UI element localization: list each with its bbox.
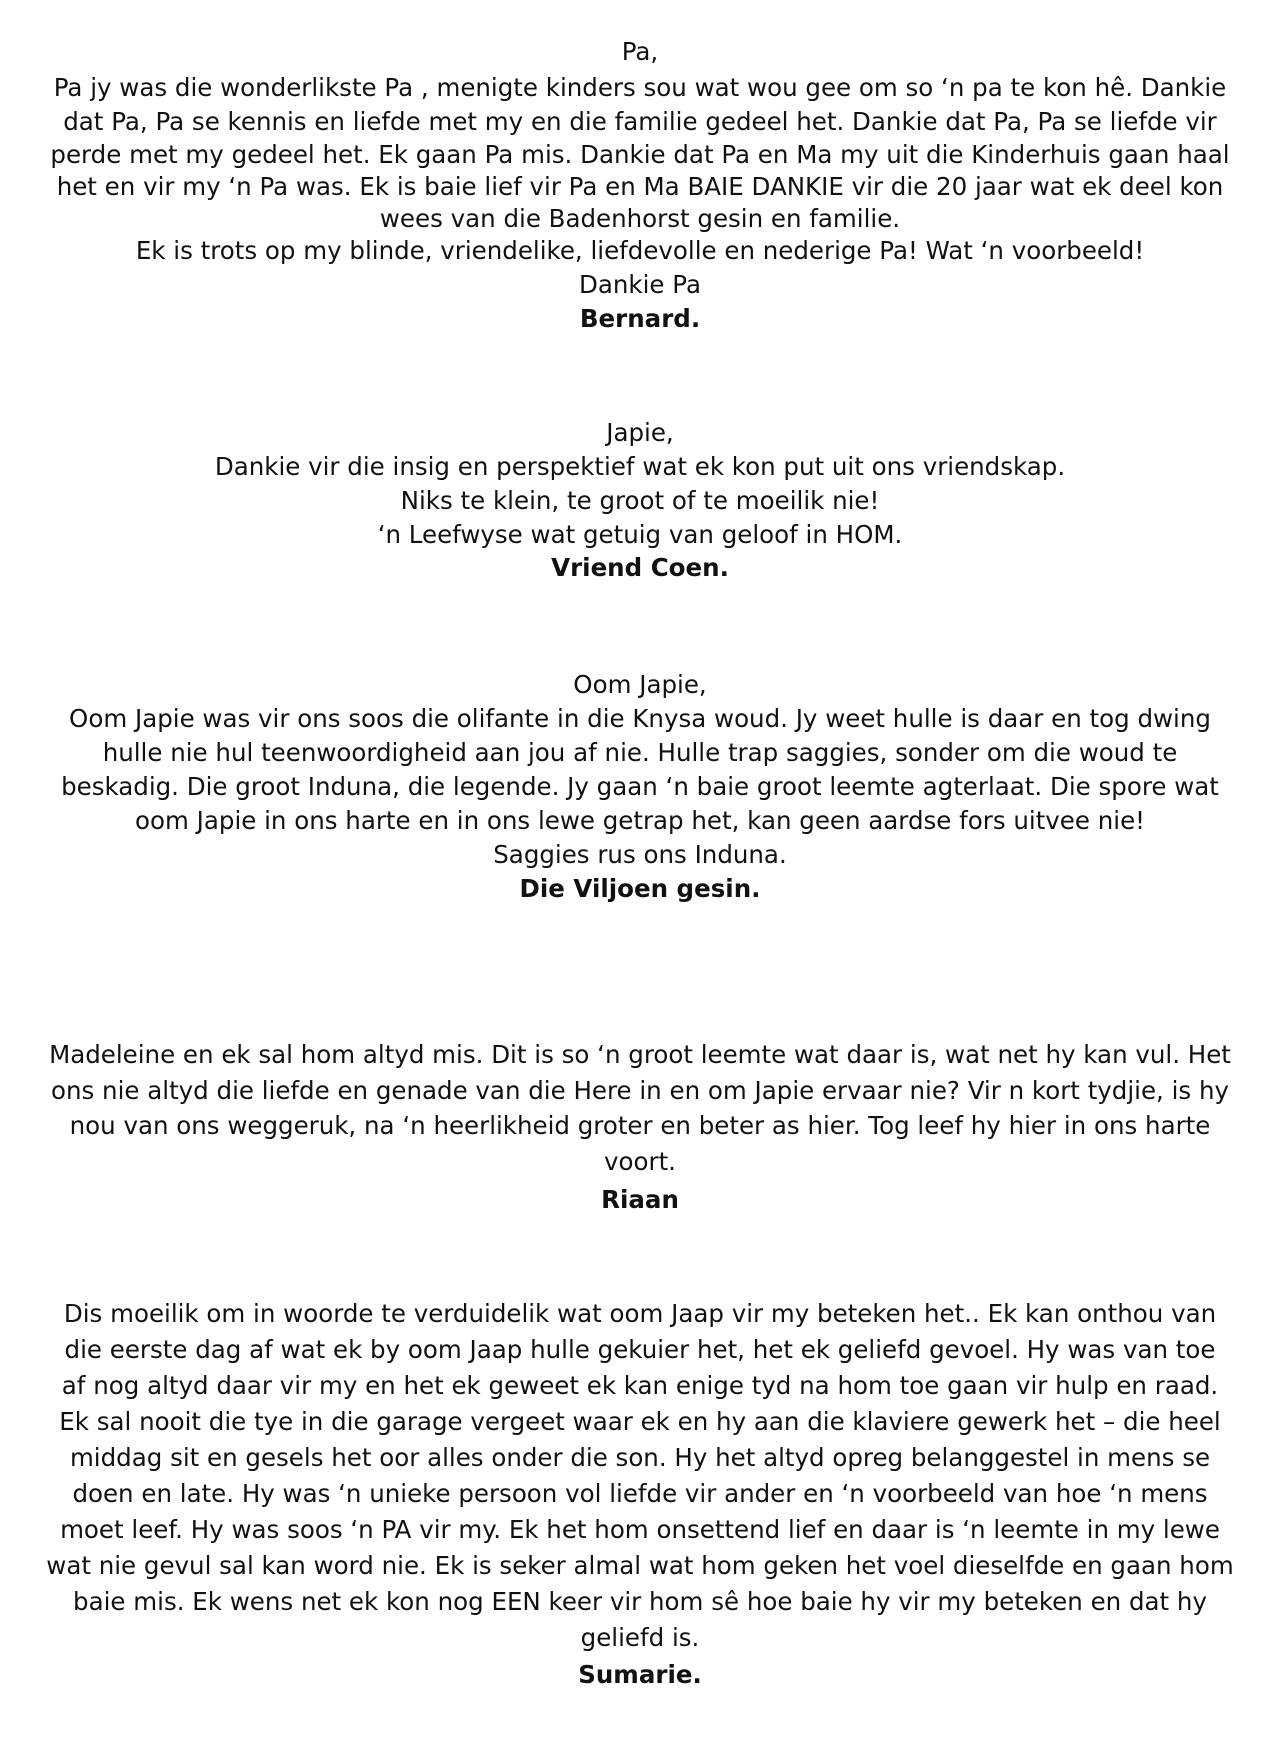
message-line: geliefd is.	[580, 1623, 700, 1652]
message-line: wees van die Badenhorst gesin en familie.	[379, 204, 901, 233]
signature: Bernard.	[579, 304, 701, 333]
message-line: Dankie vir die insig en perspektief wat ek kon put uit ons vriendskap.	[214, 452, 1066, 481]
message-line: nou van ons weggeruk, na ‘n heerlikheid groter en beter as hier. Tog leef hy hier in ons harte	[69, 1111, 1211, 1140]
message-line: het en vir my ‘n Pa was. Ek is baie lief vir Pa en Ma BAIE DANKIE vir die 20 jaar wat ek deel kon	[56, 172, 1224, 201]
message-line: Madeleine en ek sal hom altyd mis. Dit is so ‘n groot leemte wat daar is, wat net hy kan vul. Het	[49, 1040, 1231, 1069]
message-line: Pa jy was die wonderlikste Pa , menigte kinders sou wat wou gee om so ‘n pa te kon hê. Dankie	[53, 73, 1227, 102]
message-line: beskadig. Die groot Induna, die legende. Jy gaan ‘n baie groot leemte agterlaat. Die spore wat	[61, 772, 1219, 801]
message-line: Saggies rus ons Induna.	[493, 840, 787, 869]
message-line: voort.	[604, 1147, 676, 1176]
message-line: perde met my gedeel het. Ek gaan Pa mis. Dankie dat Pa en Ma my uit die Kinderhuis gaan haal	[50, 140, 1230, 169]
message-line: ons nie altyd die liefde en genade van die Here in en om Japie ervaar nie? Vir n kort tydjie, is hy	[50, 1076, 1229, 1105]
message-line: wat nie gevul sal kan word nie. Ek is seker almal wat hom geken het voel dieselfde en gaan hom	[46, 1551, 1234, 1580]
message-line: middag sit en gesels het oor alles onder die son. Hy het altyd opreg belanggestel in mens se	[69, 1443, 1211, 1472]
message-line: moet leef. Hy was soos ‘n PA vir my. Ek het hom onsettend lief en daar is ‘n leemte in my lewe	[60, 1515, 1220, 1544]
message-line: die eerste dag af wat ek by oom Jaap hulle gekuier het, het ek geliefd gevoel. Hy was van toe	[64, 1335, 1216, 1364]
greeting: Japie,	[606, 418, 674, 447]
message-line: Dankie Pa	[579, 270, 701, 299]
message-line: baie mis. Ek wens net ek kon nog EEN keer vir hom sê hoe baie hy vir my beteken en dat hy	[73, 1587, 1207, 1616]
signature: Die Viljoen gesin.	[519, 874, 761, 903]
message-line: Oom Japie was vir ons soos die olifante in die Knysa woud. Jy weet hulle is daar en tog dwing	[69, 704, 1211, 733]
greeting: Pa,	[621, 37, 659, 66]
message-line: dat Pa, Pa se kennis en liefde met my en die familie gedeel het. Dankie dat Pa, Pa se liefde vir	[63, 107, 1217, 136]
message-line: hulle nie hul teenwoordigheid aan jou af nie. Hulle trap saggies, sonder om die woud te	[102, 738, 1178, 767]
signature: Sumarie.	[578, 1660, 702, 1689]
message-line: Ek sal nooit die tye in die garage vergeet waar ek en hy aan die klaviere gewerk het – die heel	[59, 1407, 1221, 1436]
greeting: Oom Japie,	[573, 670, 707, 699]
message-line: Ek is trots op my blinde, vriendelike, liefdevolle en nederige Pa! Wat ‘n voorbeeld!	[135, 236, 1145, 265]
message-line: doen en late. Hy was ‘n unieke persoon vol liefde vir ander en ‘n voorbeeld van hoe ‘n mens	[72, 1479, 1208, 1508]
signature: Riaan	[601, 1185, 679, 1214]
message-line: af nog altyd daar vir my en het ek geweet ek kan enige tyd na hom toe gaan vir hulp en raad.	[61, 1371, 1219, 1400]
message-line: oom Japie in ons harte en in ons lewe getrap het, kan geen aardse fors uitvee nie!	[135, 806, 1145, 835]
signature: Vriend Coen.	[551, 553, 729, 582]
message-line: ‘n Leefwyse wat getuig van geloof in HOM.	[377, 520, 903, 549]
message-line: Niks te klein, te groot of te moeilik nie!	[400, 486, 880, 515]
message-line: Dis moeilik om in woorde te verduidelik wat oom Jaap vir my beteken het.. Ek kan onthou van	[63, 1299, 1217, 1328]
